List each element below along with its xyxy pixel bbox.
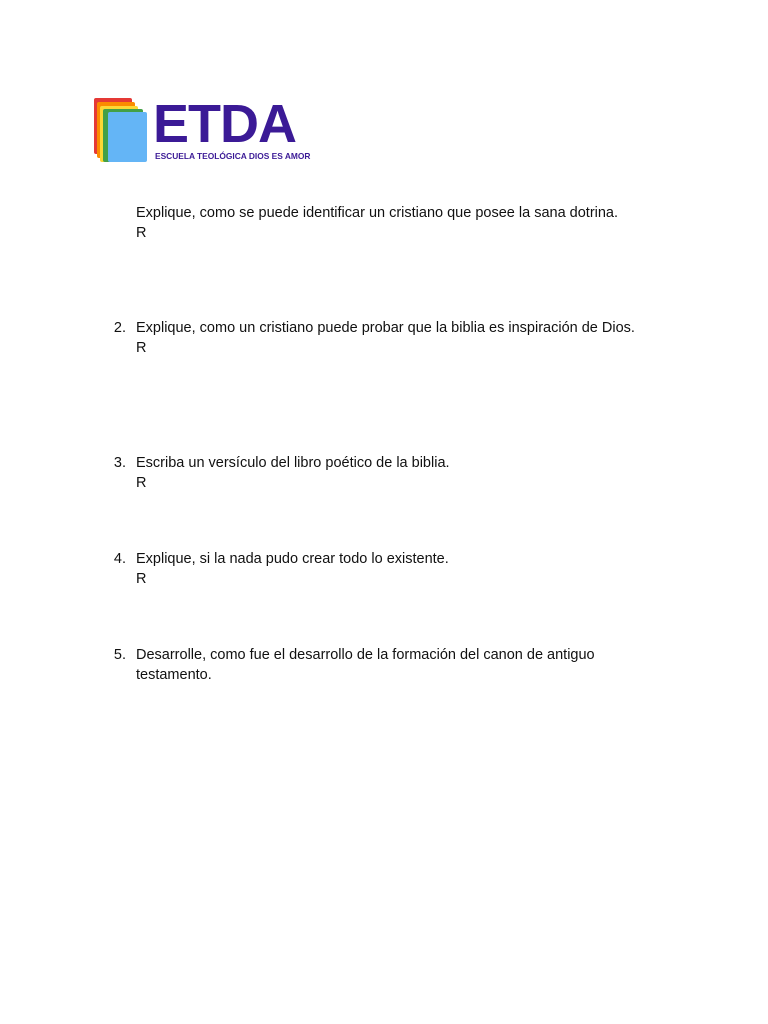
question-number: 2. — [113, 320, 126, 336]
logo-tagline: ESCUELA TEOLÓGICA DIOS ES AMOR — [155, 151, 311, 161]
logo-wordmark: ETDA — [153, 94, 296, 154]
answer-label: R — [136, 474, 147, 491]
question-text: Desarrolle, como fue el desarrollo de la formación del canon de antiguo testamento. — [136, 647, 595, 683]
etda-logo — [93, 94, 311, 166]
question-text: Explique, si la nada pudo crear todo lo existente. — [136, 551, 449, 567]
question-number: 4. — [113, 551, 126, 567]
question-item-3 — [108, 454, 688, 493]
books-icon — [93, 94, 149, 164]
question-text: Escriba un versículo del libro poético de la biblia. — [136, 455, 450, 471]
question-text: Explique, como un cristiano puede probar que la biblia es inspiración de Dios. — [136, 320, 635, 336]
answer-label: R — [136, 224, 147, 241]
answer-label: R — [136, 570, 147, 587]
question-text: Explique, como se puede identificar un cristiano que posee la sana dotrina. — [136, 205, 619, 221]
answer-label: R — [136, 339, 147, 356]
question-item-5 — [108, 646, 688, 685]
question-number: 3. — [113, 455, 126, 471]
question-item-2 — [108, 319, 688, 358]
question-item-1 — [108, 204, 688, 243]
question-item-4 — [108, 550, 688, 589]
question-number: 5. — [113, 647, 126, 663]
